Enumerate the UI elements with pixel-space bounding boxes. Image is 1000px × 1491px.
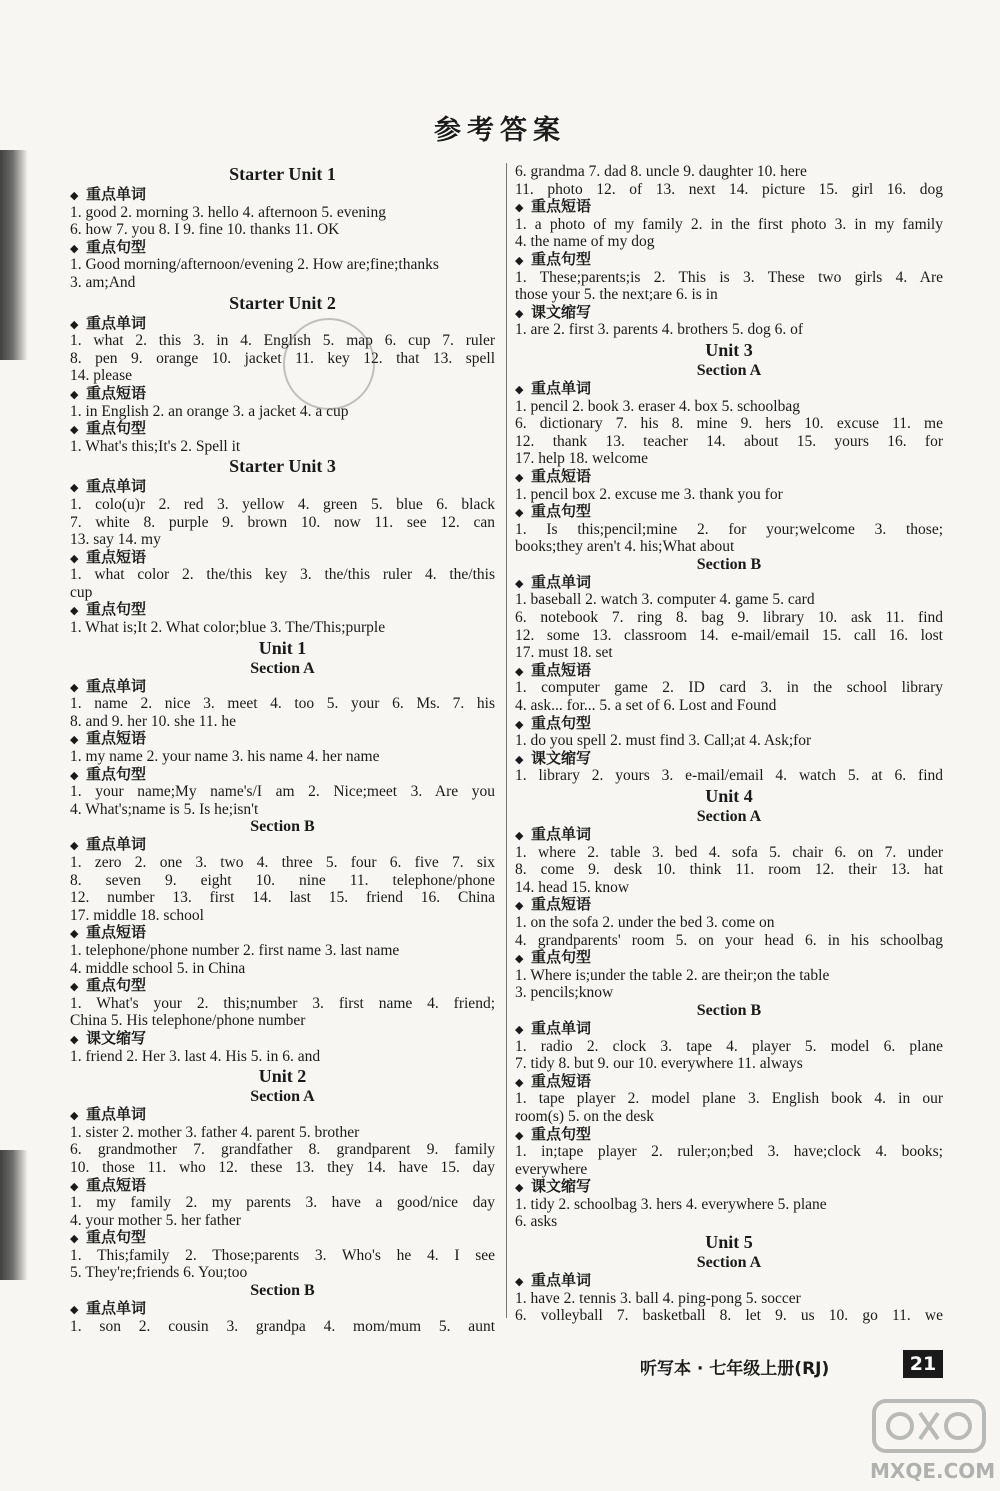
section-heading <box>515 949 943 967</box>
section-title: Section A <box>696 1254 762 1272</box>
answer-line: 1. your name;My name's/I am 2. Nice;meet 3. Are you <box>70 783 495 801</box>
diamond-bullet-icon: ◆ <box>515 382 524 396</box>
answer-line: 1. colo(u)r 2. red 3. yellow 4. green 5. blue 6. black <box>70 495 495 513</box>
section-heading <box>515 198 943 216</box>
answer-line: 4. What's;name is 5. Is he;isn't <box>70 800 259 818</box>
unit-title: Starter Unit 2 <box>229 292 336 313</box>
answer-line: 4. the name of my dog <box>515 233 655 251</box>
diamond-bullet-icon: ◆ <box>515 506 524 520</box>
answer-line: 12. thank 13. teacher 14. about 15. yours 16. for <box>515 432 943 450</box>
heading-label: 重点单词 <box>531 1271 592 1290</box>
diamond-bullet-icon: ◆ <box>515 253 524 267</box>
diamond-bullet-icon: ◆ <box>515 201 524 215</box>
unit-title: Starter Unit 3 <box>229 456 336 477</box>
answer-line: 1. pencil 2. book 3. eraser 4. box 5. schoolbag <box>515 397 800 415</box>
answer-line: 8. come 9. desk 10. think 11. room 12. their 13. hat <box>515 861 943 879</box>
unit-title: Unit 4 <box>705 786 753 806</box>
answer-line: 1. are 2. first 3. parents 4. brothers 5. dog 6. of <box>515 321 803 339</box>
answer-line: 1. do you spell 2. must find 3. Call;at 4. Ask;for <box>515 732 812 750</box>
diamond-bullet-icon: ◆ <box>70 1032 79 1046</box>
section-title: Section B <box>250 1282 315 1300</box>
heading-label: 重点短语 <box>531 895 592 914</box>
heading-label: 重点单词 <box>531 572 592 591</box>
section-heading <box>70 1229 495 1247</box>
book-title-footer: 听写本 · 七年级上册(RJ) <box>640 1359 830 1379</box>
section-heading <box>515 574 943 592</box>
answer-line: 1. These;parents;is 2. This is 3. These two girls 4. Are <box>515 268 943 286</box>
diamond-bullet-icon: ◆ <box>70 317 79 331</box>
diamond-bullet-icon: ◆ <box>515 717 524 731</box>
answer-line: 1. telephone/phone number 2. first name 3. last name <box>70 941 400 959</box>
answer-line: 1. my name 2. your name 3. his name 4. her name <box>70 748 380 766</box>
answer-line: 1. what 2. this 3. in 4. English 5. map 6. cup 7. ruler <box>70 332 495 350</box>
watermark-logo <box>870 1395 996 1483</box>
section-heading <box>70 678 495 696</box>
section-heading <box>70 766 495 784</box>
section-heading <box>70 1300 495 1318</box>
section-heading <box>70 385 495 403</box>
diamond-bullet-icon: ◆ <box>70 1232 79 1246</box>
section-heading <box>70 315 495 333</box>
answer-line: 6. notebook 7. ring 8. bag 9. library 10. ask 11. find <box>515 609 943 627</box>
answer-line: 1. tape player 2. model plane 3. English book 4. in our <box>515 1090 943 1108</box>
answer-line: 1. name 2. nice 3. meet 4. too 5. your 6. Ms. 7. his <box>70 695 495 713</box>
answer-line: 1. sister 2. mother 3. father 4. parent 5. brother <box>70 1123 360 1141</box>
answer-line: 1. Where is;under the table 2. are their;on the table <box>515 966 830 984</box>
answer-line: 1. Is this;pencil;mine 2. for your;welcome 3. those; <box>515 520 943 538</box>
section-title: Section A <box>696 361 762 379</box>
heading-label: 重点句型 <box>531 948 592 967</box>
heading-label: 重点短语 <box>86 547 147 566</box>
section-heading <box>515 1272 943 1290</box>
heading-label: 重点单词 <box>531 825 592 843</box>
stamp-seal <box>283 318 375 410</box>
answer-line: 1. Good morning/afternoon/evening 2. How are;fine;thanks <box>70 256 439 274</box>
section-heading <box>515 1126 943 1144</box>
diamond-bullet-icon: ◆ <box>70 680 79 694</box>
heading-label: 重点句型 <box>531 249 592 268</box>
section-heading <box>515 1020 943 1038</box>
diamond-bullet-icon: ◆ <box>70 604 79 618</box>
answer-line: 3. pencils;know <box>515 984 614 1002</box>
heading-label: 重点单词 <box>86 185 147 203</box>
section-title: Section A <box>696 808 762 825</box>
answer-line: 17. middle 18. school <box>70 906 204 924</box>
diamond-bullet-icon: ◆ <box>515 306 524 320</box>
answer-line: 6. asks <box>515 1213 558 1231</box>
answer-line: 1. have 2. tennis 3. ball 4. ping-pong 5. soccer <box>515 1289 801 1307</box>
heading-label: 重点句型 <box>531 713 592 732</box>
heading-label: 重点句型 <box>86 419 147 438</box>
section-title: Section B <box>696 1001 762 1019</box>
diamond-bullet-icon: ◆ <box>70 1179 79 1193</box>
diamond-bullet-icon: ◆ <box>515 1275 524 1289</box>
diamond-bullet-icon: ◆ <box>515 664 524 678</box>
diamond-bullet-icon: ◆ <box>70 423 79 437</box>
answer-column-left <box>70 163 495 1335</box>
heading-label: 重点句型 <box>86 976 147 995</box>
diamond-bullet-icon: ◆ <box>70 1303 79 1317</box>
heading-label: 课文缩写 <box>531 1177 592 1196</box>
answer-line: books;they aren't 4. his;What about <box>515 538 735 556</box>
section-heading <box>515 304 943 322</box>
diamond-bullet-icon: ◆ <box>515 1075 524 1089</box>
answer-line: 14. head 15. know <box>515 878 630 896</box>
diamond-bullet-icon: ◆ <box>70 839 79 853</box>
diamond-bullet-icon: ◆ <box>515 899 524 913</box>
heading-label: 重点短语 <box>86 1175 147 1194</box>
answer-line: room(s) 5. on the desk <box>515 1107 655 1125</box>
answer-line: 17. help 18. welcome <box>515 450 649 468</box>
diamond-bullet-icon: ◆ <box>515 576 524 590</box>
heading-label: 课文缩写 <box>86 1028 147 1047</box>
diamond-bullet-icon: ◆ <box>70 980 79 994</box>
heading-label: 重点短语 <box>531 660 592 679</box>
diamond-bullet-icon: ◆ <box>515 470 524 484</box>
answer-line: 4. your mother 5. her father <box>70 1211 241 1229</box>
answer-line: those your 5. the next;are 6. is in <box>515 286 718 304</box>
section-heading <box>70 977 495 995</box>
section-title: Section A <box>250 1088 315 1106</box>
section-heading <box>515 380 943 398</box>
answer-line: 1. friend 2. Her 3. last 4. His 5. in 6. and <box>70 1047 321 1065</box>
diamond-bullet-icon: ◆ <box>70 189 79 202</box>
heading-label: 重点短语 <box>531 466 592 485</box>
unit-title: Unit 2 <box>258 1066 307 1087</box>
answer-line: 13. say 14. my <box>70 531 161 549</box>
section-heading <box>515 662 943 680</box>
answer-line: 1. What's this;It's 2. Spell it <box>70 437 241 455</box>
diamond-bullet-icon: ◆ <box>70 768 79 782</box>
answer-line: 1. pencil box 2. excuse me 3. thank you for <box>515 485 783 503</box>
section-heading <box>70 836 495 854</box>
answer-line: 1. what color 2. the/this key 3. the/this ruler 4. the/this <box>70 566 495 584</box>
section-heading <box>515 251 943 269</box>
answer-line: 7. tidy 8. but 9. our 10. everywhere 11. always <box>515 1055 803 1073</box>
answer-line: 8. and 9. her 10. she 11. he <box>70 712 237 730</box>
diamond-bullet-icon: ◆ <box>515 829 524 842</box>
section-heading <box>515 1178 943 1196</box>
answer-line: 4. ask... for... 5. a set of 6. Lost and Found <box>515 697 777 715</box>
heading-label: 重点句型 <box>531 502 592 521</box>
answer-line: 1. computer game 2. ID card 3. in the school library <box>515 679 943 697</box>
section-title: Section B <box>696 555 762 573</box>
section-heading <box>515 896 943 914</box>
diamond-bullet-icon: ◆ <box>70 1109 79 1123</box>
answer-line: 5. They're;friends 6. You;too <box>70 1264 248 1282</box>
heading-label: 重点单词 <box>86 1105 147 1124</box>
answer-line: 1. radio 2. clock 3. tape 4. player 5. model 6. plane <box>515 1037 943 1055</box>
unit-title: Unit 3 <box>705 339 753 360</box>
section-heading <box>515 715 943 733</box>
heading-label: 重点句型 <box>86 764 147 783</box>
answer-line: 3. am;And <box>70 273 136 291</box>
heading-label: 重点短语 <box>86 383 147 402</box>
answer-column-right <box>515 163 943 1325</box>
heading-label: 重点短语 <box>531 1071 592 1090</box>
section-title: Section A <box>250 659 315 677</box>
diamond-bullet-icon: ◆ <box>515 1181 524 1195</box>
section-heading <box>70 924 495 942</box>
answer-line: 4. grandparents' room 5. on your head 6. in his schoolbag <box>515 931 943 949</box>
answer-line: 17. must 18. set <box>515 644 613 662</box>
answer-line: 1. zero 2. one 3. two 4. three 5. four 6. five 7. six <box>70 854 495 871</box>
answer-line: 1. son 2. cousin 3. grandpa 4. mom/mum 5. aunt <box>70 1317 495 1335</box>
section-heading <box>70 1177 495 1195</box>
diamond-bullet-icon: ◆ <box>515 1128 524 1142</box>
answer-line: 1. What is;It 2. What color;blue 3. The/This;purple <box>70 619 386 637</box>
heading-label: 重点句型 <box>531 1124 592 1143</box>
section-heading <box>70 730 495 748</box>
scan-shadow-bottom <box>0 1150 28 1280</box>
answer-line: 1. where 2. table 3. bed 4. sofa 5. chair 6. on 7. under <box>515 843 943 861</box>
heading-label: 重点句型 <box>86 1228 147 1247</box>
answer-line: everywhere <box>515 1160 588 1178</box>
heading-label: 重点句型 <box>86 600 147 619</box>
heading-label: 重点短语 <box>86 729 147 748</box>
heading-label: 重点单词 <box>86 676 147 695</box>
section-heading <box>70 1030 495 1048</box>
answer-line: 1. my family 2. my parents 3. have a good/nice day <box>70 1194 495 1212</box>
section-heading <box>515 503 943 521</box>
answer-line: 6. how 7. you 8. I 9. fine 10. thanks 11. OK <box>70 221 340 239</box>
page-number: 21 <box>903 1350 943 1378</box>
answer-line: 1. library 2. yours 3. e-mail/email 4. watch 5. at 6. find <box>515 767 943 785</box>
answer-line: 1. This;family 2. Those;parents 3. Who's he 4. I see <box>70 1246 495 1264</box>
column-divider <box>506 163 507 1318</box>
section-heading <box>515 826 943 844</box>
answer-line: 10. those 11. who 12. these 13. they 14. have 15. day <box>70 1158 495 1176</box>
heading-label: 重点单词 <box>531 1018 592 1037</box>
section-heading <box>70 1106 495 1124</box>
heading-label: 重点单词 <box>531 378 592 397</box>
answer-line: 1. in English 2. an orange 3. a jacket 4. a cup <box>70 402 349 420</box>
unit-title: Unit 1 <box>258 637 307 658</box>
scan-shadow-top <box>0 150 28 360</box>
answer-line: 1. a photo of my family 2. in the first photo 3. in my family <box>515 215 943 233</box>
answer-line: 1. in;tape player 2. ruler;on;bed 3. have;clock 4. books; <box>515 1143 943 1161</box>
section-heading <box>515 750 943 768</box>
section-heading <box>70 420 495 438</box>
diamond-bullet-icon: ◆ <box>515 952 524 966</box>
section-heading <box>515 1073 943 1091</box>
answer-line: 14. please <box>70 367 132 385</box>
unit-title: Unit 5 <box>705 1232 753 1253</box>
answer-line: 8. pen 9. orange 10. jacket 11. key 12. that 13. spell <box>70 349 495 367</box>
section-heading <box>70 601 495 619</box>
page-title: 参考答案 <box>434 115 566 145</box>
answer-line: 1. good 2. morning 3. hello 4. afternoon 5. evening <box>70 203 386 221</box>
section-heading <box>70 186 495 204</box>
answer-line: 8. seven 9. eight 10. nine 11. telephone/phone <box>70 871 495 889</box>
heading-label: 重点单词 <box>86 835 147 854</box>
answer-line: 7. white 8. purple 9. brown 10. now 11. see 12. can <box>70 513 495 531</box>
diamond-bullet-icon: ◆ <box>70 551 79 565</box>
heading-label: 重点单词 <box>86 1299 147 1318</box>
heading-label: 课文缩写 <box>531 748 592 767</box>
answer-line: 6. grandma 7. dad 8. uncle 9. daughter 10. here <box>515 163 807 180</box>
diamond-bullet-icon: ◆ <box>70 481 79 495</box>
section-heading <box>70 549 495 567</box>
heading-label: 课文缩写 <box>531 302 592 321</box>
unit-title: Starter Unit 1 <box>229 164 336 184</box>
heading-label: 重点句型 <box>86 237 147 256</box>
answer-line: 6. dictionary 7. his 8. mine 9. hers 10. excuse 11. me <box>515 415 943 433</box>
section-heading <box>70 239 495 257</box>
diamond-bullet-icon: ◆ <box>70 387 79 401</box>
diamond-bullet-icon: ◆ <box>515 752 524 766</box>
heading-label: 重点短语 <box>86 923 147 942</box>
answer-line: 12. some 13. classroom 14. e-mail/email 15. call 16. lost <box>515 626 943 644</box>
diamond-bullet-icon: ◆ <box>70 927 79 941</box>
diamond-bullet-icon: ◆ <box>70 733 79 747</box>
watermark-text: MXQE.COM <box>870 1459 996 1483</box>
heading-label: 重点单词 <box>86 313 147 332</box>
heading-label: 重点短语 <box>531 197 592 216</box>
answer-line: 6. volleyball 7. basketball 8. let 9. us 10. go 11. we <box>515 1307 943 1325</box>
section-heading <box>515 468 943 486</box>
section-heading <box>70 478 495 496</box>
section-title: Section B <box>250 818 315 836</box>
answer-line: 1. on the sofa 2. under the bed 3. come on <box>515 913 775 931</box>
answer-line: 11. photo 12. of 13. next 14. picture 15. girl 16. dog <box>515 180 943 198</box>
answer-line: China 5. His telephone/phone number <box>70 1012 306 1030</box>
answer-line: 1. What's your 2. this;number 3. first name 4. friend; <box>70 994 495 1012</box>
watermark-icon <box>870 1395 988 1457</box>
answer-line: 12. number 13. first 14. last 15. friend 16. China <box>70 889 495 907</box>
answer-line: 4. middle school 5. in China <box>70 959 246 977</box>
heading-label: 重点单词 <box>86 477 147 496</box>
answer-line: 6. grandmother 7. grandfather 8. grandparent 9. family <box>70 1141 495 1159</box>
answer-line: cup <box>70 583 93 601</box>
answer-line: 1. baseball 2. watch 3. computer 4. game 5. card <box>515 591 815 609</box>
answer-line: 1. tidy 2. schoolbag 3. hers 4. everywhere 5. plane <box>515 1195 827 1213</box>
diamond-bullet-icon: ◆ <box>70 241 79 255</box>
diamond-bullet-icon: ◆ <box>515 1022 524 1036</box>
